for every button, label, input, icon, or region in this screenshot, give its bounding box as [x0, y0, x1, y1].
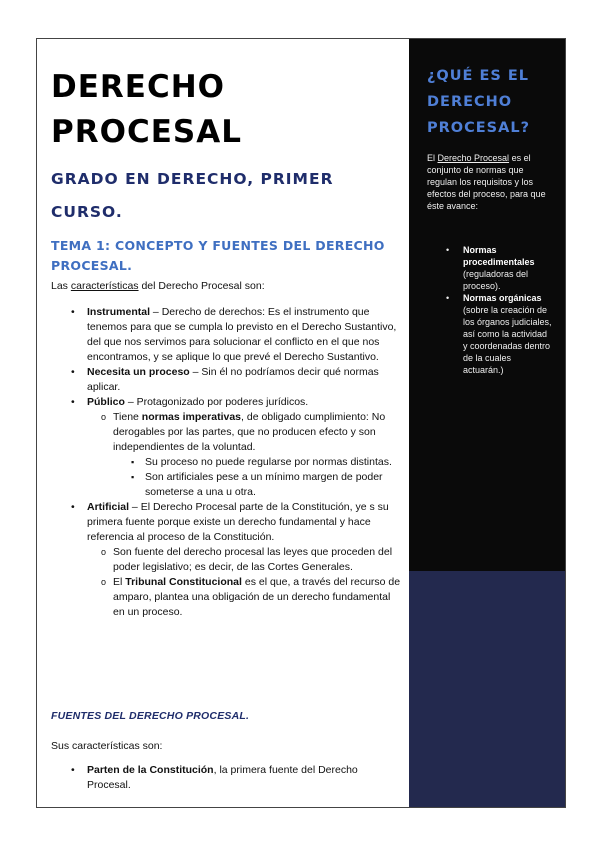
title-line-2: PROCESAL [51, 114, 242, 150]
list-item: • Parten de la Constitución, la primera fuente del Derecho Procesal. [71, 764, 358, 791]
square-bullet-icon: ▪ [131, 457, 135, 467]
list-item: • Artificial – El Derecho Procesal parte de la Constitución, ye s su primera fuente porque existe un derecho fundamental y hace referencia al proceso de la Constitución. [71, 501, 389, 543]
sub-sub-list-item: ▪ Son artificiales pese a un mínimo margen de poder someterse a una u otra. [131, 471, 383, 498]
bullet-icon: • [71, 396, 75, 408]
sidebar-title: ¿QUÉ ES EL DERECHO PROCESAL? [427, 68, 530, 136]
fuentes-list [51, 763, 403, 793]
document-page [36, 38, 566, 808]
sidebar-list-item: • Normas orgánicas (sobre la creación de los órganos judiciales, así como la actividad y coordenadas dentro de la cuales actuarán.) [446, 293, 552, 375]
caracteristicas-link: características [70, 280, 139, 292]
fuentes-heading: FUENTES DEL DERECHO PROCESAL. [51, 710, 250, 722]
bullet-icon: • [71, 306, 75, 318]
circle-bullet-icon: o [101, 547, 107, 557]
tema-heading: TEMA 1: CONCEPTO Y FUENTES DEL DERECHO PROCESAL. [51, 238, 385, 273]
sidebar-bottom-panel [409, 571, 566, 808]
list-item: • Instrumental – Derecho de derechos: Es el instrumento que tenemos para que se cumpla lo previsto en el Derecho Sustantivo, del que nos servimos para solucionar el conflicto en el que nos encontramos, y se aplique lo que prevé el Derecho Sustantivo. [71, 306, 397, 363]
document-subtitle: GRADO EN DERECHO, PRIMER CURSO. [51, 170, 334, 221]
sidebar-definition: El Derecho Procesal es el conjunto de normas que regulan los requisitos y los efectos del proceso, para que éste avance: [427, 153, 546, 211]
bullet-icon: • [71, 501, 75, 513]
sub-list-item: o Tiene normas imperativas, de obligado cumplimiento: No derogables por las partes, que no producen efecto y son independientes de la voluntad. [101, 411, 386, 453]
bullet-icon: • [446, 293, 450, 303]
square-bullet-icon: ▪ [131, 472, 135, 482]
document-title [51, 65, 242, 155]
characteristics-list [51, 305, 403, 620]
derecho-procesal-link: Derecho Procesal [437, 153, 510, 163]
list-item: • Público – Protagonizado por poderes jurídicos. [71, 396, 309, 408]
sub-list-item: o El Tribunal Constitucional es el que, a través del recurso de amparo, plantea una obligación de un derecho fundamental en un proceso. [101, 576, 401, 618]
bullet-icon: • [71, 366, 75, 378]
bullet-icon: • [446, 245, 450, 255]
sidebar-list [427, 244, 552, 376]
title-line-1: DERECHO [51, 69, 226, 105]
list-item: • Necesita un proceso – Sin él no podríamos decir qué normas aplicar. [71, 366, 379, 393]
bullet-icon: • [71, 764, 75, 776]
sub-sub-list-item: ▪ Su proceso no puede regularse por normas distintas. [131, 456, 392, 468]
sub-list-item: o Son fuente del derecho procesal las leyes que proceden del poder legislativo; es decir, de las Cortes Generales. [101, 546, 393, 573]
sidebar-list-item: • Normas procedimentales (reguladoras del proceso). [446, 245, 535, 291]
sidebar [409, 39, 566, 807]
circle-bullet-icon: o [101, 412, 107, 422]
main-column [51, 39, 403, 807]
fuentes-intro: Sus características son: [51, 740, 163, 752]
intro-paragraph: Las características del Derecho Procesal son: [51, 280, 265, 292]
circle-bullet-icon: o [101, 577, 107, 587]
